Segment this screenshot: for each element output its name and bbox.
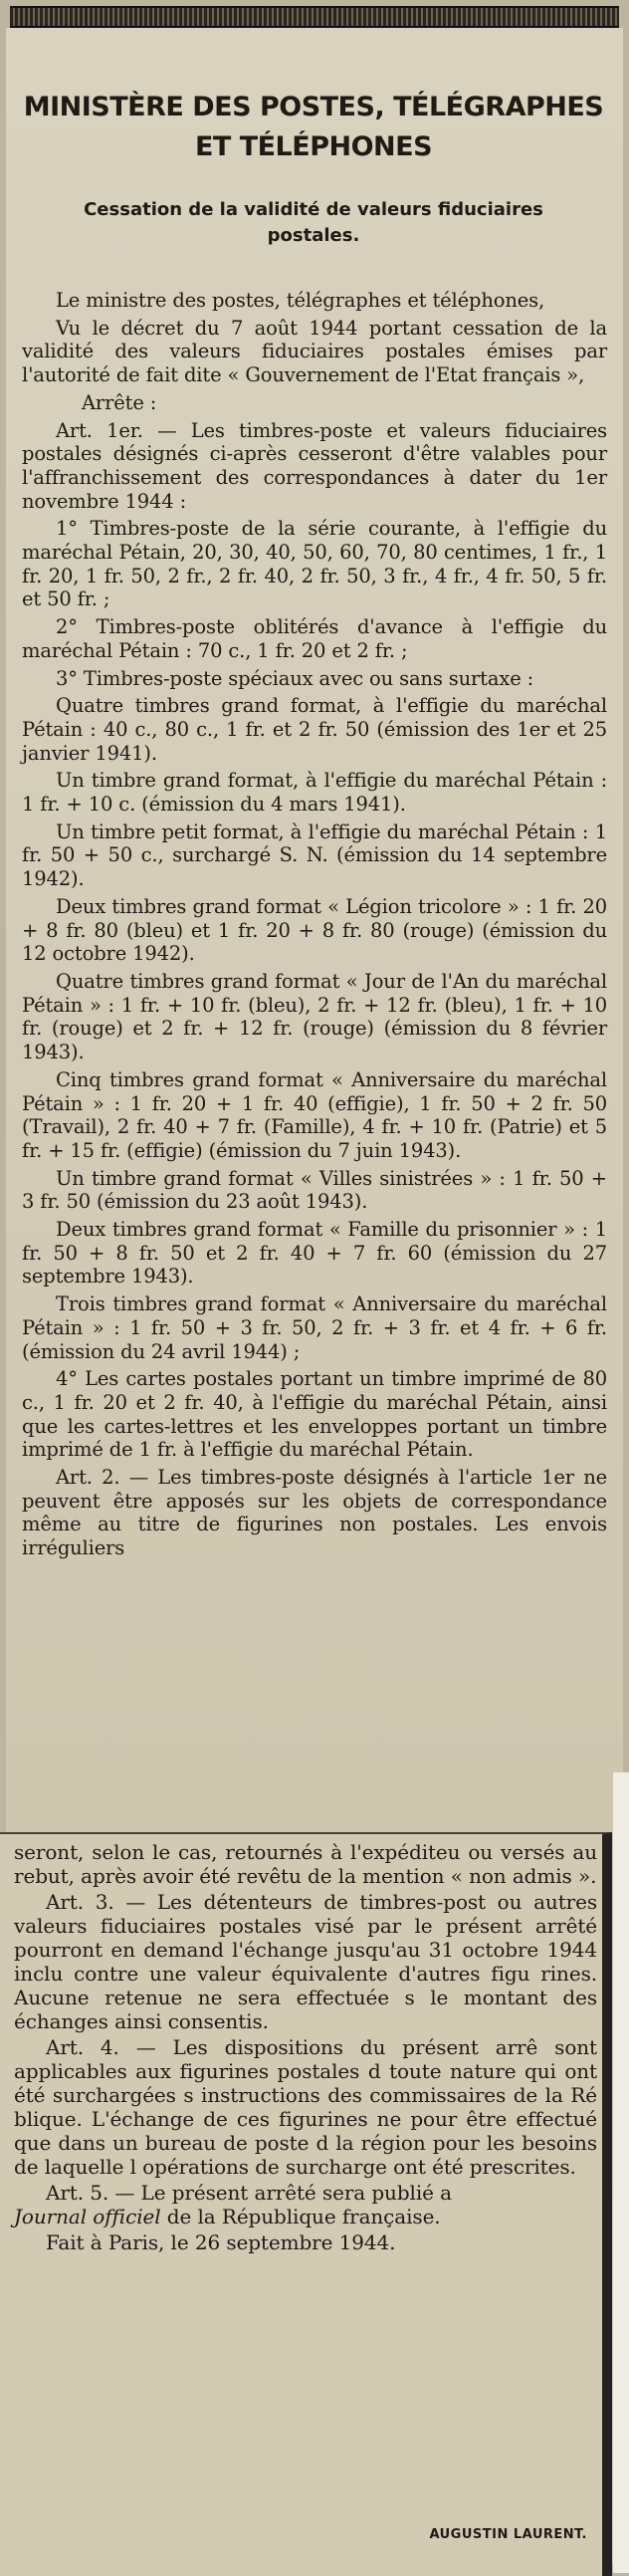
paragraph: Un timbre grand format, à l'effigie du maréchal Pétain : 1 fr. + 10 c. (émission du 4 mars 1941). [22, 769, 607, 817]
paragraph: Un timbre grand format « Villes sinistrées » : 1 fr. 50 + 3 fr. 50 (émission du 23 août 1943). [22, 1166, 607, 1214]
decree-subtitle: Cessation de la validité de valeurs fiduciaires postales. [84, 199, 543, 246]
paragraph: 3° Timbres-poste spéciaux avec ou sans surtaxe : [56, 666, 534, 690]
paragraph: Le ministre des postes, télégraphes et téléphones, [56, 289, 545, 312]
article-5-text: Art. 5. — Le présent arrêté sera publié a [46, 2181, 452, 2205]
top-double-rule [10, 6, 619, 28]
paragraph: Trois timbres grand format « Anniversaire du maréchal Pétain » : 1 fr. 50 + 3 fr. 50, 2 fr. + 3 fr. et 4 fr. + 6 fr. (émission du 24 avril 1944) ; [22, 1292, 607, 1363]
dated-line: Fait à Paris, le 26 septembre 1944. [46, 2230, 396, 2254]
paragraph: Art. 1er. — Les timbres-poste et valeurs fiduciaires postales désignés ci-après cesseront d'être valables pour l'affranchissement des correspondances à dater du 1er novembre 1944 : [22, 418, 607, 513]
paragraph: Cinq timbres grand format « Anniversaire du maréchal Pétain » : 1 fr. 20 + 1 fr. 40 (effigie), 1 fr. 50 + 2 fr. 50 (Travail), 2 fr. 40 + 7 fr. (Famille), 4 fr. + 10 fr. (Patrie) et 5 fr. + 15 fr. (effigie) (émission du 7 juin 1943). [22, 1067, 607, 1162]
scan-margin-strip [613, 1772, 629, 2573]
paragraph: Deux timbres grand format « Famille du prisonnier » : 1 fr. 50 + 8 fr. 50 et 2 fr. 40 + 7 fr. 60 (émission du 27 septembre 1943). [22, 1218, 607, 1288]
paragraph: 1° Timbres-poste de la série courante, à l'effigie du maréchal Pétain, 20, 30, 40, 50, 60, 70, 80 centimes, 1 fr., 1 fr. 20, 1 fr. 50, 2 fr., 2 fr. 40, 2 fr. 50, 3 fr., 4 fr., 4 fr. 50, 5 fr. et 50 fr. ; [22, 517, 607, 611]
paragraph [14, 2181, 597, 2228]
paragraph: 2° Timbres-poste oblitérés d'avance à l'effigie du maréchal Pétain : 70 c., 1 fr. 20 et 2 fr. ; [22, 615, 607, 662]
signature: AUGUSTIN LAURENT. [429, 2527, 587, 2542]
paragraph: Un timbre petit format, à l'effigie du maréchal Pétain : 1 fr. 50 + 50 c., surchargé S. N. (émission du 14 septembre 1942). [22, 820, 607, 891]
paragraph: Art. 3. — Les détenteurs de timbres-post ou autres valeurs fiduciaires postales visé par le présent arrêté pourront en demand l'échange jusqu'au 31 octobre 1944 inclu contre une valeur équivalente d'autres figu rines. Aucune retenue ne sera effectuée s le montant des échanges ainsi consentis. [14, 1890, 597, 2033]
paragraph: Quatre timbres grand format, à l'effigie du maréchal Pétain : 40 c., 80 c., 1 fr. et 2 fr. 50 (émission des 1er et 25 janvier 1941). [22, 694, 607, 765]
article-5-end: de la République française. [160, 2205, 441, 2228]
paragraph: Vu le décret du 7 août 1944 portant cessation de la validité des valeurs fiduciaires postales émises par l'autorité de fait dite « Gouvernement de l'Etat français », [22, 316, 607, 387]
paragraph: Art. 4. — Les dispositions du présent arrê sont applicables aux figurines postales d toute nature qui ont été surchargées s instructions des commissaires de la Ré blique. L'échange de ces figurines ne pour être effectué que dans un bureau de poste d la région pour les besoins de laquelle l opérations de surcharge ont été prescrites. [14, 2035, 597, 2179]
paragraph: Arrête : [82, 390, 157, 414]
paragraph: Deux timbres grand format « Légion tricolore » : 1 fr. 20 + 8 fr. 80 (bleu) et 1 fr. 20 + 8 fr. 80 (rouge) (émission du 12 octobre 1942). [22, 894, 607, 966]
paragraph: Art. 2. — Les timbres-poste désignés à l'article 1er ne peuvent être apposés sur les objets de correspondance même au titre de figurines non postales. Les envois irréguliers [22, 1466, 607, 1560]
decree-body [22, 289, 607, 1564]
paragraph: Quatre timbres grand format « Jour de l'An du maréchal Pétain » : 1 fr. + 10 fr. (bleu), 2 fr. + 12 fr. (bleu), 1 fr. + 10 fr. (rouge) et 2 fr. + 12 fr. (rouge) (émission du 8 février 1943). [22, 969, 607, 1064]
paragraph: 4° Les cartes postales portant un timbre imprimé de 80 c., 1 fr. 20 et 2 fr. 40, à l'effigie du maréchal Pétain, ainsi que les cartes-lettres et les enveloppes portant un timbre imprimé de 1 fr. à l'effigie du maréchal Pétain. [22, 1367, 607, 1462]
ministry-heading: MINISTÈRE DES POSTES, TÉLÉGRAPHES ET TÉLÉPHONES [23, 92, 604, 162]
decree-continuation [14, 1840, 597, 2256]
paragraph: seront, selon le cas, retournés à l'expéditeu ou versés au rebut, après avoir été revêtu de la mention « non admis ». [14, 1840, 597, 1888]
journal-title: Journal officiel [14, 2205, 161, 2228]
